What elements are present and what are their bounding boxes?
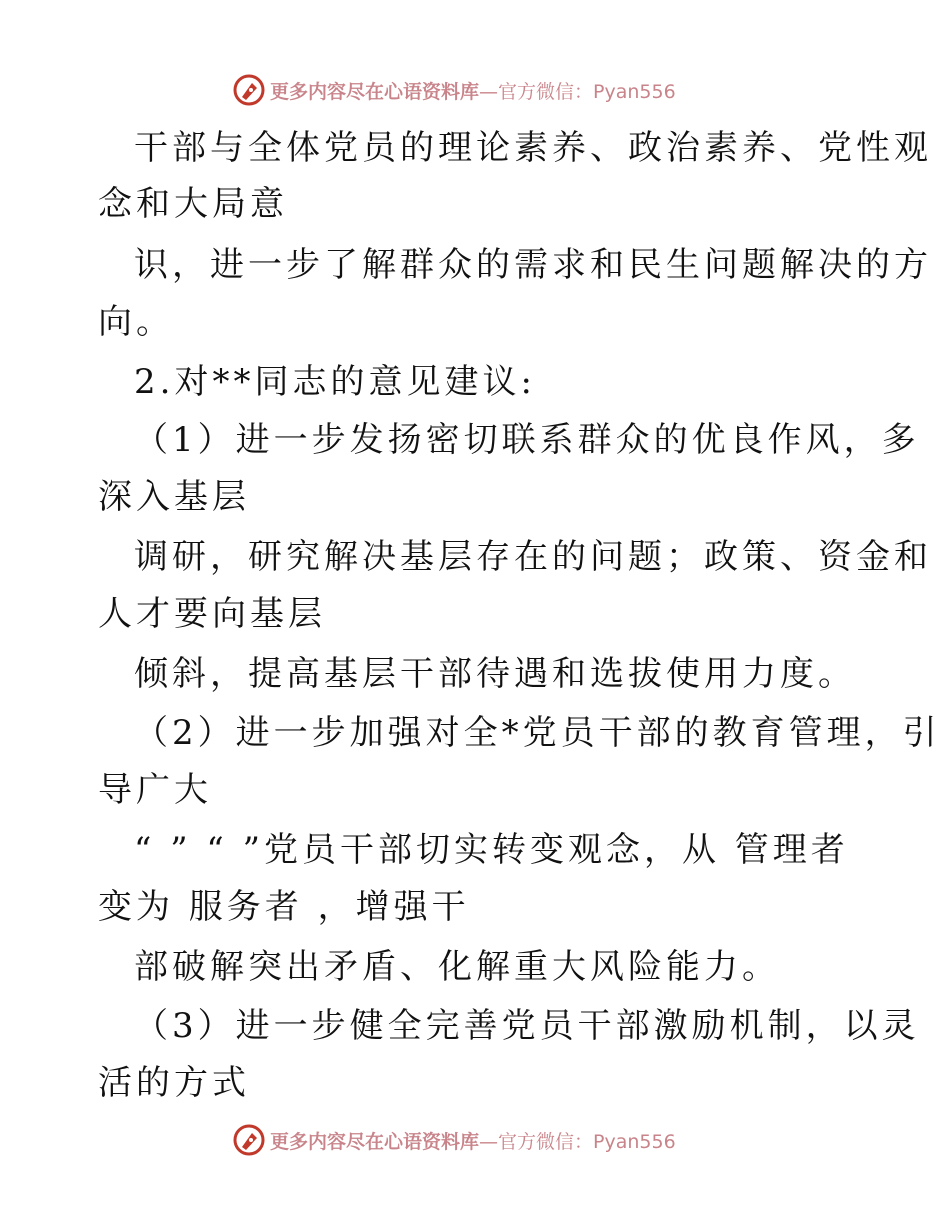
pen-nib-logo-icon [232, 1123, 266, 1157]
body-line: 活的方式 [98, 1063, 250, 1103]
body-line: 人才要向基层 [98, 594, 326, 634]
body-line: 深入基层 [98, 477, 250, 517]
banner-sub-text: —官方微信：Pyan556 [479, 1130, 676, 1153]
body-line: 调研，研究解决基层存在的问题；政策、资金和 [134, 537, 932, 577]
body-line: 部破解突出矛盾、化解重大风险能力。 [134, 947, 780, 987]
body-line: 2.对**同志的意见建议: [134, 362, 536, 402]
body-line: （3）进一步健全完善党员干部激励机制，以灵 [134, 1006, 920, 1046]
body-line: 导广大 [98, 770, 212, 810]
body-line: 向。 [98, 302, 174, 342]
banner-main-text: 更多内容尽在心语资料库 [270, 80, 480, 103]
header-banner [232, 72, 752, 108]
body-line: 变为 服务者 ，增强干 [98, 887, 470, 927]
pen-nib-logo-icon [232, 73, 266, 107]
body-line: 干部与全体党员的理论素养、政治素养、党性观 [134, 128, 932, 168]
body-line: 念和大局意 [98, 184, 288, 224]
body-line: 倾斜，提高基层干部待遇和选拔使用力度。 [134, 654, 856, 694]
body-line: （1）进一步发扬密切联系群众的优良作风，多 [134, 420, 920, 460]
body-line: “ ” “ ”党员干部切实转变观念，从 管理者 [134, 830, 849, 870]
banner-main-text: 更多内容尽在心语资料库 [270, 1130, 480, 1153]
body-line: （2）进一步加强对全*党员干部的教育管理，引 [134, 713, 941, 753]
body-line: 识，进一步了解群众的需求和民生问题解决的方 [134, 245, 932, 285]
footer-banner [232, 1122, 752, 1158]
banner-sub-text: —官方微信：Pyan556 [479, 80, 676, 103]
